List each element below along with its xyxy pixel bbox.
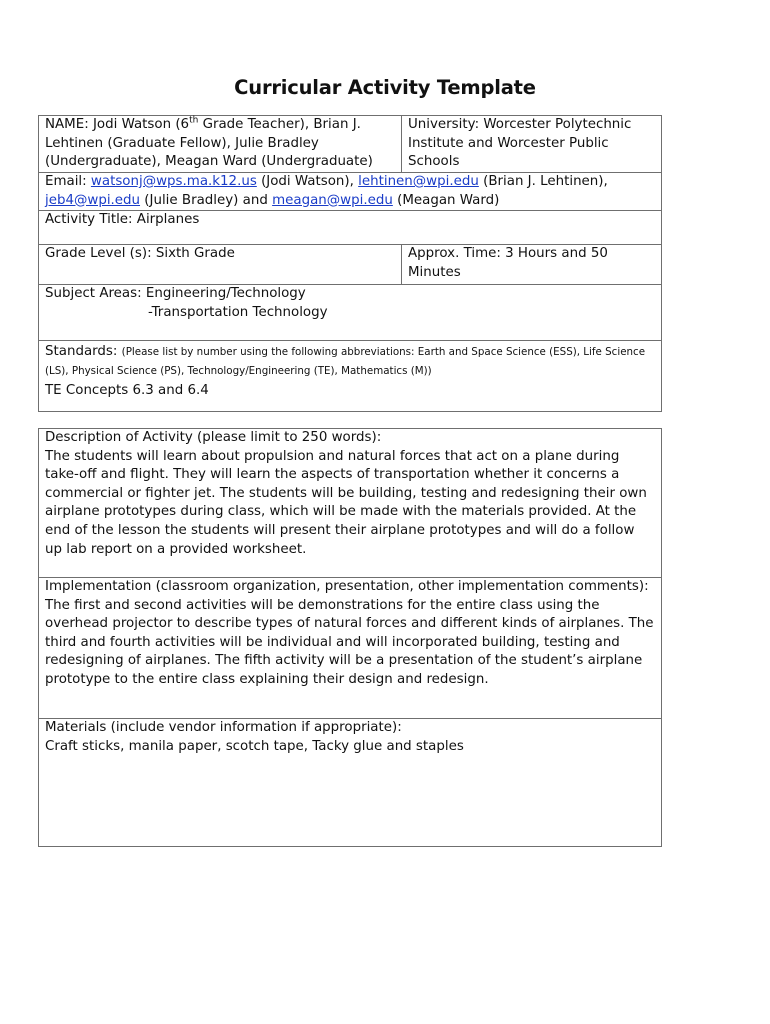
email-person-lehtinen: (Brian J. Lehtinen),	[478, 174, 608, 189]
email-link-lehtinen[interactable]: lehtinen@wpi.edu	[358, 174, 479, 189]
approx-time-cell: Approx. Time: 3 Hours and 50 Minutes	[402, 245, 662, 285]
name-rest: Grade Teacher), Brian J. Lehtinen (Graduate Fellow), Julie Bradley (Undergraduate), Meagan Ward (Undergraduate)	[45, 117, 373, 170]
email-link-ward[interactable]: meagan@wpi.edu	[272, 192, 393, 208]
activity-details-table	[38, 428, 662, 847]
email-link-bradley[interactable]: jeb4@wpi.edu	[45, 192, 141, 208]
email-label: Email:	[45, 174, 91, 189]
subject-line-1: Subject Areas: Engineering/Technology	[45, 286, 306, 302]
standards-note: (Please list by number using the following abbreviations: Earth and Space Science (ESS), Life Science (LS), Physical Science (PS), Technology/Engineering (TE), Mathematics (M))	[45, 346, 646, 377]
subject-line-2: -Transportation Technology	[148, 304, 328, 320]
name-cell	[39, 116, 402, 173]
standards-value: TE Concepts 6.3 and 6.4	[45, 383, 209, 399]
page-title: Curricular Activity Template	[234, 76, 536, 99]
implementation-cell	[39, 578, 662, 719]
activity-info-table	[38, 115, 662, 412]
description-text: The students will learn about propulsion and natural forces that act on a plane during take-off and flight. They will learn the aspects of transportation whether it concerns a commercial or fighter jet. The students will be building, testing and redesigning their own airplane prototypes during class, which will be made with the materials provided. At the end of the lesson the students will present their airplane prototypes and will do a follow up lab report on a provided worksheet.	[45, 448, 647, 557]
email-person-ward: (Meagan Ward)	[392, 192, 500, 208]
email-link-watson[interactable]: watsonj@wps.ma.k12.us	[90, 174, 257, 189]
standards-cell	[39, 341, 662, 412]
grade-level-cell: Grade Level (s): Sixth Grade	[39, 245, 402, 285]
subject-areas-cell	[39, 285, 662, 341]
materials-cell	[39, 719, 662, 847]
materials-label: Materials (include vendor information if appropriate):	[45, 720, 402, 735]
email-person-bradley: (Julie Bradley) and	[140, 192, 273, 208]
email-cell	[39, 173, 662, 211]
university-cell: University: Worcester Polytechnic Institute and Worcester Public Schools	[402, 116, 662, 173]
activity-title-cell: Activity Title: Airplanes	[39, 211, 662, 245]
materials-text: Craft sticks, manila paper, scotch tape, Tacky glue and staples	[45, 738, 464, 754]
description-cell	[39, 429, 662, 578]
name-prefix: NAME: Jodi Watson (6	[45, 117, 190, 132]
standards-label: Standards:	[45, 344, 122, 360]
name-sup: th	[189, 115, 199, 126]
description-label: Description of Activity (please limit to 250 words):	[45, 430, 382, 445]
implementation-label: Implementation (classroom organization, presentation, other implementation comments):	[45, 579, 649, 594]
email-person-watson: (Jodi Watson),	[256, 174, 359, 189]
implementation-text: The first and second activities will be demonstrations for the entire class using the overhead projector to describe types of natural forces and different kinds of airplanes. The third and fourth activities will be individual and will incorporated building, testing and redesigning of airplanes. The fifth activity will be a presentation of the student’s airplane prototype to the entire class explaining their design and redesign.	[45, 597, 654, 687]
